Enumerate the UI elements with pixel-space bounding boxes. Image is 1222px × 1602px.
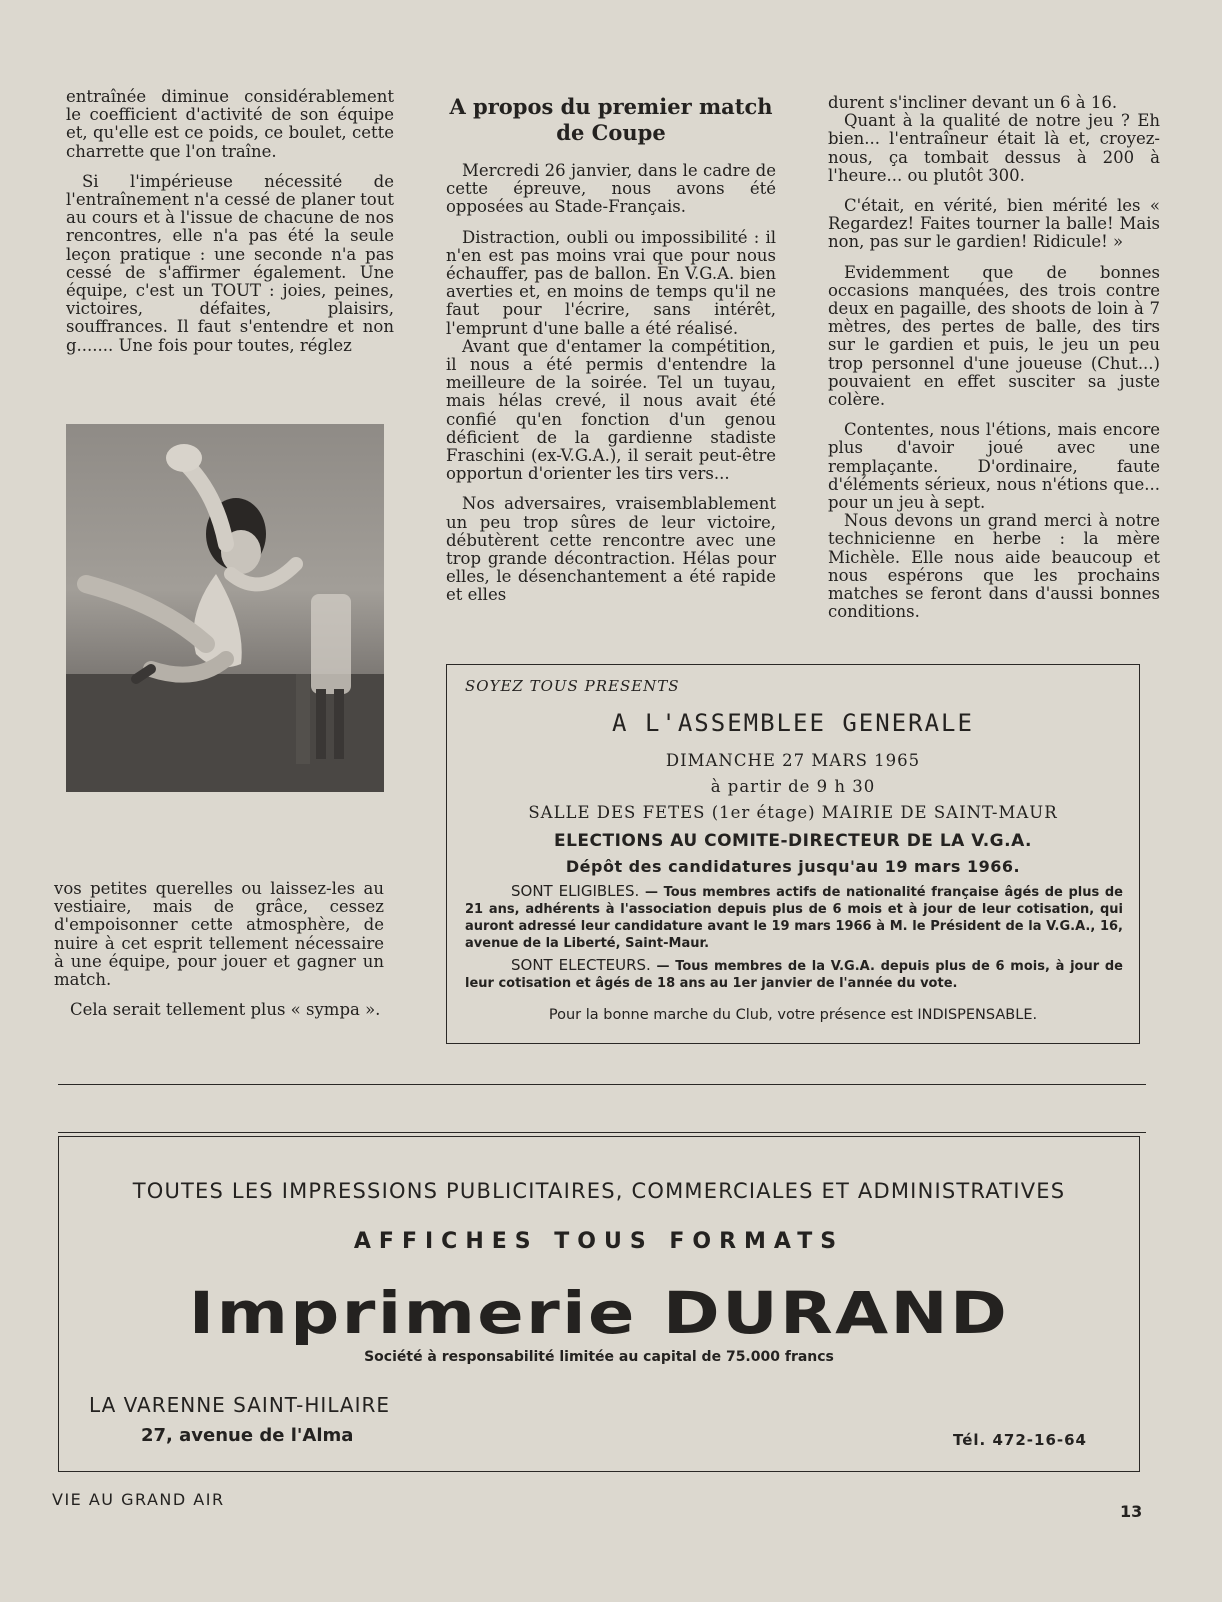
body-paragraph: Contentes, nous l'étions, mais encore plus d'avoir joué avec une remplaçante. D'ordinaire, faute d'éléments sérieux, nous n'étions que... pour un jeu à sept. — [828, 420, 1160, 513]
ad-company-legal: Société à responsabilité limitée au capital de 75.000 francs — [364, 1349, 834, 1365]
notice-title: A L'ASSEMBLEE GENERALE — [612, 709, 974, 737]
eligibles-text: — Tous membres actifs de nationalité française âgés de plus de 21 ans, adhérents à l'association depuis plus de 6 mois et à jour de leur cotisation, qui auront adressé leur candidature avant le 19 mars 1966 à M. le Président de la V.G.A., 16, avenue de la Liberté, Saint-Maur. — [465, 885, 1123, 951]
body-paragraph: Mercredi 26 janvier, dans le cadre de cette épreuve, nous avons été opposées au Stade-Français. — [446, 161, 776, 217]
page-number: 13 — [1120, 1502, 1143, 1521]
notice-footer: Pour la bonne marche du Club, votre présence est INDISPENSABLE. — [548, 1007, 1038, 1023]
notice-time: à partir de 9 h 30 — [710, 777, 876, 796]
body-paragraph: C'était, en vérité, bien mérité les « Regardez! Faites tourner la balle! Mais non, pas sur le gardien! Ridicule! » — [828, 196, 1160, 252]
body-paragraph: Avant que d'entamer la compétition, il nous a été permis d'entendre la meilleure de la soirée. Tel un tuyau, mais hélas crevé, il nous avait été confié qu'en fonction d'un genou déficient de la gardienne stadiste Fraschini (ex-V.G.A.), il serait peut-être opportun d'orienter les tirs vers... — [446, 336, 776, 484]
body-paragraph: Distraction, oubli ou impossibilité : il n'en est pas moins vrai que pour nous échauffer, pas de ballon. En V.G.A. bien averties et, en moins de temps qu'il ne faut pour l'écrire, sans intérêt, l'emprunt d'une balle a été réalisé. — [446, 227, 776, 338]
ad-city: LA VARENNE SAINT-HILAIRE — [89, 1393, 391, 1417]
electeurs-text: — Tous membres de la V.G.A. depuis plus de 6 mois, à jour de leur cotisation et âgés de 18 ans au 1er janvier de l'année du vote. — [465, 959, 1123, 991]
notice-deadline: Dépôt des candidatures jusqu'au 19 mars 1966. — [565, 857, 1021, 876]
body-paragraph: entraînée diminue considérablement le coefficient d'activité de son équipe et, qu'elle est ce poids, ce boulet, cette charrette que l'on traîne. — [66, 87, 394, 161]
assembly-notice-box — [446, 664, 1140, 1044]
article-column-left-continued — [54, 880, 384, 1019]
electeurs-lead: SONT ELECTEURS. — [511, 956, 651, 974]
notice-elections-heading: ELECTIONS AU COMITE-DIRECTEUR DE LA V.G.A. — [553, 831, 1033, 851]
article-column-right — [828, 94, 1160, 621]
ad-telephone: Tél. 472-16-64 — [953, 1431, 1087, 1449]
ad-address: 27, avenue de l'Alma — [141, 1425, 354, 1446]
body-paragraph: Cela serait tellement plus « sympa ». — [70, 1000, 381, 1020]
body-paragraph: durent s'incliner devant un 6 à 16. — [828, 93, 1118, 112]
handball-player-photo — [66, 424, 384, 792]
notice-place: SALLE DES FETES (1er étage) MAIRIE DE SAINT-MAUR — [528, 803, 1058, 822]
body-paragraph: Evidemment que de bonnes occasions manquées, des trois contre deux en pagaille, des shoots de loin à 7 mètres, des pertes de balle, des tirs sur le gardien et puis, le jeu un peu trop personnel d'une joueuse (Chut...) pouvaient en effet susciter sa juste colère. — [828, 262, 1160, 410]
article-title: A propos du premier match de Coupe — [449, 94, 773, 145]
body-paragraph: vos petites querelles ou laissez-les au vestiaire, mais de grâce, cessez d'empoisonner cette atmosphère, de nuire à cet esprit tellement nécessaire à une équipe, pour jouer et gagner un match. — [54, 879, 384, 990]
notice-date: DIMANCHE 27 MARS 1965 — [665, 751, 921, 770]
ad-services-line: TOUTES LES IMPRESSIONS PUBLICITAIRES, COMMERCIALES ET ADMINISTRATIVES — [132, 1179, 1066, 1203]
separator-rule — [58, 1132, 1146, 1133]
ad-company-name: Imprimerie DURAND — [188, 1279, 1010, 1347]
separator-rule — [58, 1084, 1146, 1085]
magazine-name: VIE AU GRAND AIR — [52, 1490, 225, 1509]
printer-advertisement — [58, 1136, 1140, 1472]
notice-eligibles — [465, 883, 1123, 952]
notice-electeurs — [465, 957, 1123, 992]
body-paragraph: Quant à la qualité de notre jeu ? Eh bien... l'entraîneur était là et, croyez-nous, ça tombait dessus à 200 à l'heure... ou plutôt 300. — [828, 111, 1160, 185]
article-column-middle — [446, 94, 776, 605]
notice-kicker: SOYEZ TOUS PRESENTS — [465, 677, 680, 695]
body-paragraph: Nous devons un grand merci à notre technicienne en herbe : la mère Michèle. Elle nous aide beaucoup et nous espérons que les prochains matches se feront dans d'aussi bonnes conditions. — [828, 511, 1160, 622]
ad-posters-line: AFFICHES TOUS FORMATS — [353, 1229, 845, 1254]
body-paragraph: Si l'impérieuse nécessité de l'entraînement n'a cessé de planer tout au cours et à l'issue de chacune de nos rencontres, elle n'a pas été la seule leçon pratique : une seconde n'a pas cessé de s'affirmer également. Une équipe, c'est un TOUT : joies, peines, victoires, défaites, plaisirs, souffrances. Il faut s'entendre et non g....... Une fois pour toutes, réglez — [66, 171, 394, 355]
eligibles-lead: SONT ELIGIBLES. — [511, 882, 640, 900]
article-column-left — [66, 88, 394, 355]
body-paragraph: Nos adversaires, vraisemblablement un peu trop sûres de leur victoire, débutèrent cette rencontre avec une trop grande décontraction. Hélas pour elles, le désenchantement a été rapide et elles — [446, 494, 776, 605]
